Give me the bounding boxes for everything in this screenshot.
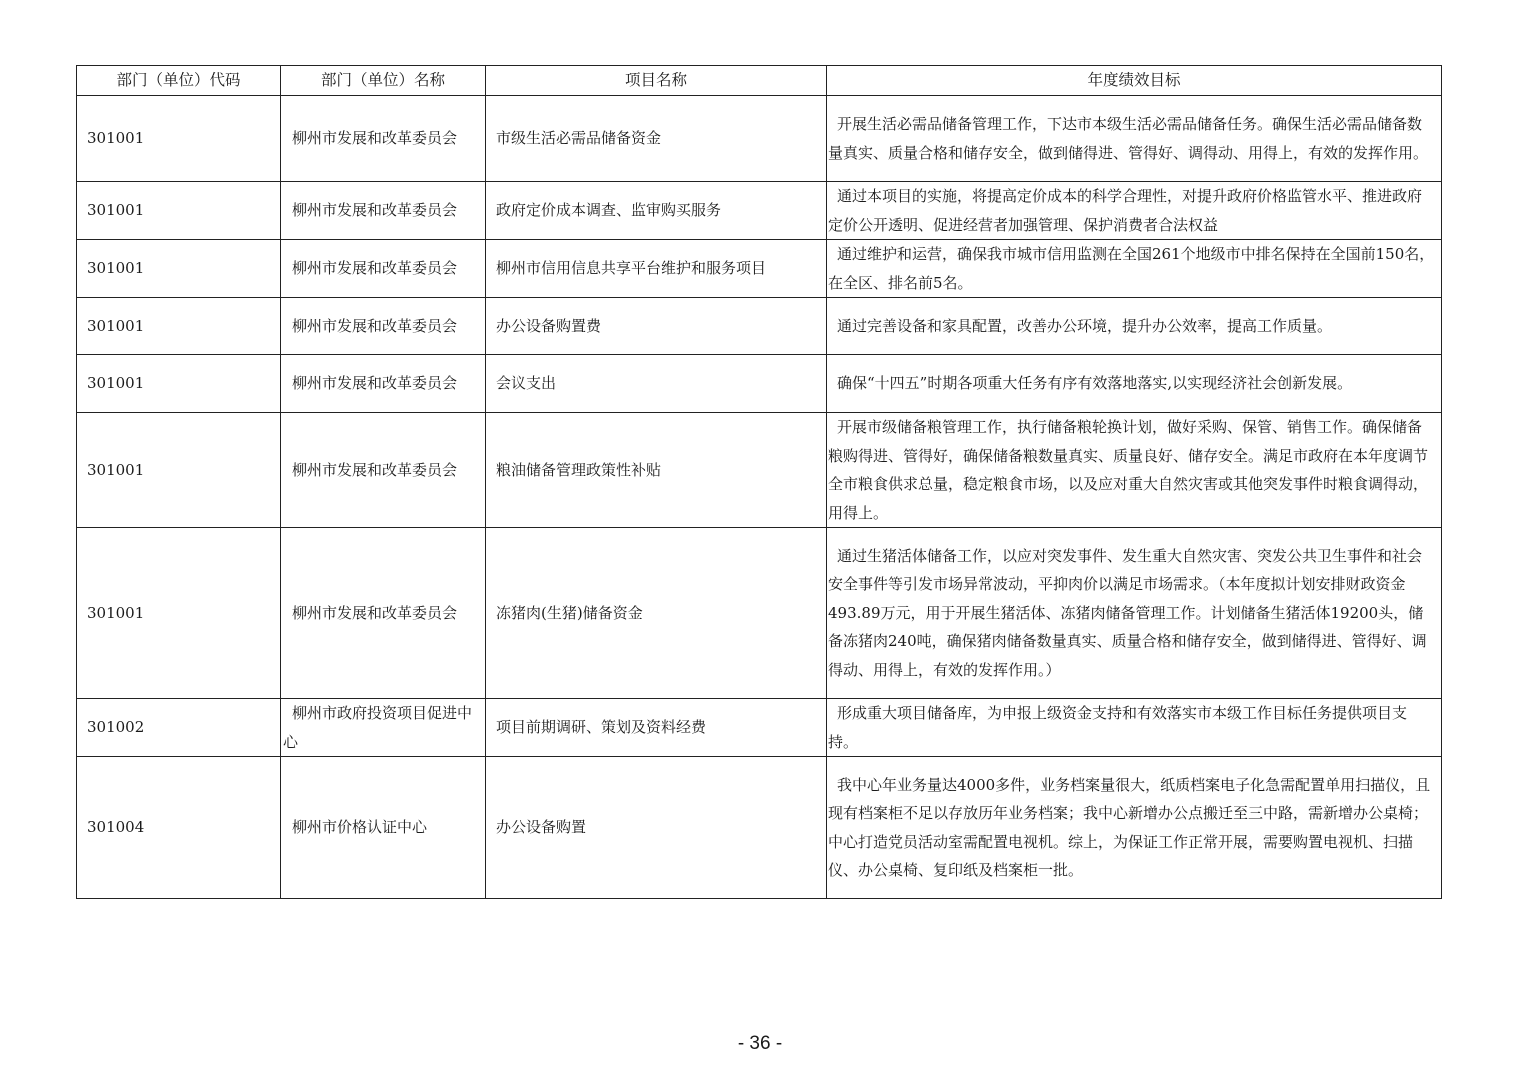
dept-code-cell: 301001 xyxy=(77,413,281,528)
annual-goal-cell: 形成重大项目储备库，为申报上级资金支持和有效落实市本级工作目标任务提供项目支持。 xyxy=(827,699,1442,757)
dept-code-cell: 301001 xyxy=(77,240,281,298)
annual-goal-cell: 确保“十四五”时期各项重大任务有序有效落地落实,以实现经济社会创新发展。 xyxy=(827,355,1442,413)
header-dept-code: 部门（单位）代码 xyxy=(77,66,281,96)
table-row xyxy=(77,699,1442,757)
dept-name-cell: 柳州市发展和改革委员会 xyxy=(281,355,486,413)
header-annual-goal: 年度绩效目标 xyxy=(827,66,1442,96)
project-name-cell: 项目前期调研、策划及资料经费 xyxy=(486,699,827,757)
dept-code-cell: 301002 xyxy=(77,699,281,757)
dept-name-cell: 柳州市发展和改革委员会 xyxy=(281,240,486,298)
dept-code-cell: 301004 xyxy=(77,757,281,899)
project-name-cell: 粮油储备管理政策性补贴 xyxy=(486,413,827,528)
project-name-cell: 柳州市信用信息共享平台维护和服务项目 xyxy=(486,240,827,298)
dept-name-cell: 柳州市发展和改革委员会 xyxy=(281,298,486,355)
dept-code-cell: 301001 xyxy=(77,528,281,699)
table-header-row xyxy=(77,66,1442,96)
table-row xyxy=(77,182,1442,240)
page-number: - 36 - xyxy=(737,1033,783,1054)
dept-code-cell: 301001 xyxy=(77,182,281,240)
performance-goals-table-container xyxy=(76,65,1441,899)
table-row xyxy=(77,355,1442,413)
annual-goal-cell: 通过完善设备和家具配置，改善办公环境，提升办公效率，提高工作质量。 xyxy=(827,298,1442,355)
dept-name-cell: 柳州市政府投资项目促进中心 xyxy=(281,699,486,757)
dept-name-cell: 柳州市发展和改革委员会 xyxy=(281,528,486,699)
dept-name-cell: 柳州市价格认证中心 xyxy=(281,757,486,899)
annual-goal-cell: 通过维护和运营，确保我市城市信用监测在全国261个地级市中排名保持在全国前150名，在全区、排名前5名。 xyxy=(827,240,1442,298)
annual-goal-cell: 通过生猪活体储备工作，以应对突发事件、发生重大自然灾害、突发公共卫生事件和社会安全事件等引发市场异常波动，平抑肉价以满足市场需求。（本年度拟计划安排财政资金493.89万元，用于开展生猪活体、冻猪肉储备管理工作。计划储备生猪活体19200头，储备冻猪肉240吨，确保猪肉储备数量真实、质量合格和储存安全，做到储得进、管得好、调得动、用得上，有效的发挥作用。） xyxy=(827,528,1442,699)
table-row xyxy=(77,528,1442,699)
annual-goal-cell: 我中心年业务量达4000多件，业务档案量很大，纸质档案电子化急需配置单用扫描仪，且现有档案柜不足以存放历年业务档案；我中心新增办公点搬迁至三中路，需新增办公桌椅；中心打造党员活动室需配置电视机。综上，为保证工作正常开展，需要购置电视机、扫描仪、办公桌椅、复印纸及档案柜一批。 xyxy=(827,757,1442,899)
annual-goal-cell: 通过本项目的实施，将提高定价成本的科学合理性，对提升政府价格监管水平、推进政府定价公开透明、促进经营者加强管理、保护消费者合法权益 xyxy=(827,182,1442,240)
dept-name-cell: 柳州市发展和改革委员会 xyxy=(281,96,486,182)
project-name-cell: 政府定价成本调查、监审购买服务 xyxy=(486,182,827,240)
annual-goal-cell: 开展生活必需品储备管理工作，下达市本级生活必需品储备任务。确保生活必需品储备数量真实、质量合格和储存安全，做到储得进、管得好、调得动、用得上，有效的发挥作用。 xyxy=(827,96,1442,182)
project-name-cell: 办公设备购置 xyxy=(486,757,827,899)
dept-name-cell: 柳州市发展和改革委员会 xyxy=(281,413,486,528)
table-row xyxy=(77,413,1442,528)
table-row xyxy=(77,298,1442,355)
project-name-cell: 市级生活必需品储备资金 xyxy=(486,96,827,182)
header-dept-name: 部门（单位）名称 xyxy=(281,66,486,96)
project-name-cell: 办公设备购置费 xyxy=(486,298,827,355)
project-name-cell: 冻猪肉(生猪)储备资金 xyxy=(486,528,827,699)
table-row xyxy=(77,240,1442,298)
dept-name-cell: 柳州市发展和改革委员会 xyxy=(281,182,486,240)
table-row xyxy=(77,757,1442,899)
header-project-name: 项目名称 xyxy=(486,66,827,96)
table-row xyxy=(77,96,1442,182)
dept-code-cell: 301001 xyxy=(77,298,281,355)
dept-code-cell: 301001 xyxy=(77,355,281,413)
dept-code-cell: 301001 xyxy=(77,96,281,182)
project-name-cell: 会议支出 xyxy=(486,355,827,413)
annual-goal-cell: 开展市级储备粮管理工作，执行储备粮轮换计划，做好采购、保管、销售工作。确保储备粮购得进、管得好，确保储备粮数量真实、质量良好、储存安全。满足市政府在本年度调节全市粮食供求总量，稳定粮食市场，以及应对重大自然灾害或其他突发事件时粮食调得动，用得上。 xyxy=(827,413,1442,528)
performance-goals-table xyxy=(76,65,1442,899)
